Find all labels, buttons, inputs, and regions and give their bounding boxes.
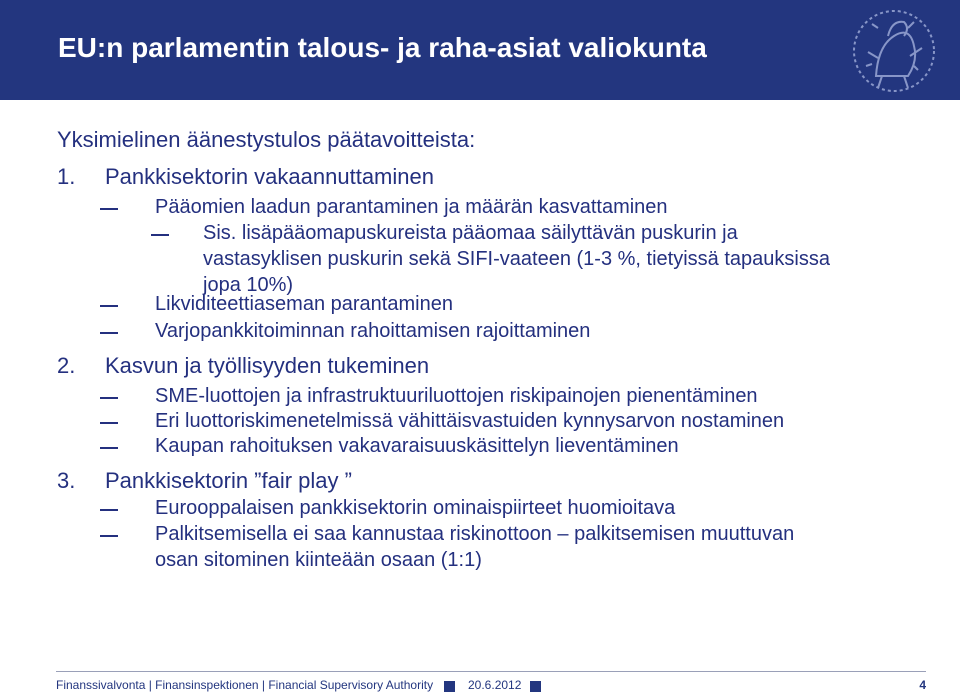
section-heading (57, 164, 434, 190)
list-item-text: Pääomien laadun parantaminen ja määrän kasvattaminen (155, 196, 668, 218)
section-title: Pankkisektorin vakaannuttaminen (105, 164, 434, 189)
square-icon (530, 681, 541, 692)
footer-organization: Finanssivalvonta | Finansinspektionen | Financial Supervisory Authority (56, 678, 434, 692)
page-number: 4 (919, 678, 926, 692)
list-item-text: Kaupan rahoituksen vakavaraisuuskäsittelyn lieventäminen (155, 435, 679, 457)
footer (56, 678, 926, 696)
list-item-text: Varjopankkitoiminnan rahoittamisen rajoittaminen (155, 320, 591, 342)
lion-crest-icon (848, 6, 940, 96)
list-item-text: osan sitominen kiinteään osaan (1:1) (155, 549, 482, 571)
dash-icon (100, 397, 118, 399)
header-bar (0, 0, 960, 100)
section-heading (57, 468, 352, 494)
list-item-text: SME-luottojen ja infrastruktuuriluottojen riskipainojen pienentäminen (155, 385, 758, 407)
section-heading (57, 353, 429, 379)
dash-icon (100, 447, 118, 449)
dash-icon (100, 422, 118, 424)
list-item-text: vastasyklisen puskurin sekä SIFI-vaateen (1-3 %, tietyissä tapauksissa (203, 248, 830, 270)
section-title: Kasvun ja työllisyyden tukeminen (105, 353, 430, 378)
footer-date: 20.6.2012 (468, 678, 522, 692)
section-title: Pankkisektorin ”fair play ” (105, 468, 352, 493)
list-item-text: Eri luottoriskimenetelmissä vähittäisvastuiden kynnysarvon nostaminen (155, 410, 785, 432)
dash-icon (100, 208, 118, 210)
list-item-text: Likviditeettiaseman parantaminen (155, 293, 453, 315)
section-number: 3. (57, 468, 76, 493)
dash-icon (151, 234, 169, 236)
section-number: 1. (57, 164, 76, 189)
list-item-text: Eurooppalaisen pankkisektorin ominaispiirteet huomioitava (155, 497, 676, 519)
footer-divider (56, 671, 926, 672)
dash-icon (100, 305, 118, 307)
slide-title: EU:n parlamentin talous- ja raha-asiat valiokunta (58, 32, 707, 63)
intro-text: Yksimielinen äänestystulos päätavoitteista: (57, 127, 476, 152)
square-icon (444, 681, 455, 692)
list-item-text: jopa 10%) (203, 274, 294, 296)
dash-icon (100, 332, 118, 334)
section-number: 2. (57, 353, 76, 378)
list-item-text: Palkitsemisella ei saa kannustaa riskinottoon – palkitsemisen muuttuvan (155, 523, 795, 545)
dash-icon (100, 509, 118, 511)
list-item-text: Sis. lisäpääomapuskureista pääomaa säilyttävän puskurin ja (203, 222, 738, 244)
dash-icon (100, 535, 118, 537)
